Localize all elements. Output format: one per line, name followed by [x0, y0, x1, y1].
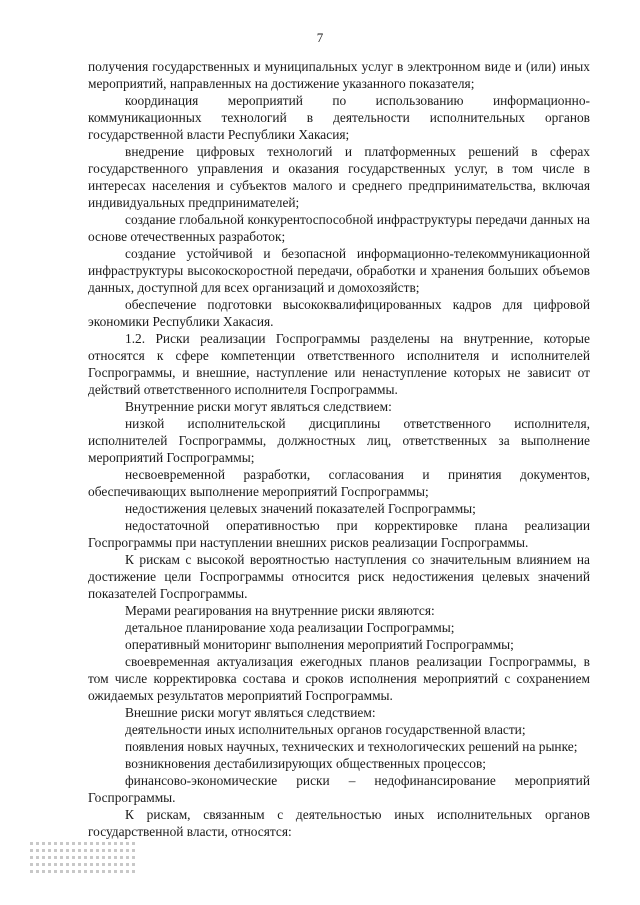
paragraph: координация мероприятий по использованию информационно-коммуникационных технологий в деятельности исполнительных органов государственной власти Республики Хакасия;	[88, 93, 590, 142]
paragraph: появления новых научных, технических и технологических решений на рынке;	[125, 739, 578, 754]
paragraph: создание устойчивой и безопасной информационно-телекоммуникационной инфраструктуры высокоскоростной передачи, обработки и хранения больших объемов данных, доступной для всех организаций и домохозяйств;	[88, 246, 590, 295]
paragraph: К рискам с высокой вероятностью наступления со значительным влиянием на достижение цели Госпрограммы относится риск недостижения целевых значений показателей Госпрограммы.	[88, 552, 590, 601]
paragraph: Мерами реагирования на внутренние риски являются:	[125, 603, 435, 618]
paragraph: внедрение цифровых технологий и платформенных решений в сферах государственного управления и оказания государственных услуг, в том числе в интересах населения и субъектов малого и среднего предпринимательства, включая индивидуальных предпринимателей;	[88, 144, 590, 210]
document-body	[88, 58, 590, 840]
paragraph: детальное планирование хода реализации Госпрограммы;	[125, 620, 455, 635]
paragraph: недостаточной оперативностью при корректировке плана реализации Госпрограммы при наступлении внешних рисков реализации Госпрограммы.	[88, 518, 590, 550]
paragraph: обеспечение подготовки высококвалифицированных кадров для цифровой экономики Республики Хакасия.	[88, 297, 590, 329]
paragraph: оперативный мониторинг выполнения мероприятий Госпрограммы;	[125, 637, 514, 652]
paragraph: К рискам, связанным с деятельностью иных исполнительных органов государственной власти, относятся:	[88, 807, 590, 839]
page-number: 7	[316, 30, 324, 45]
paragraph: своевременная актуализация ежегодных планов реализации Госпрограммы, в том числе корректировка состава и сроков исполнения мероприятий с сохранением ожидаемых результатов мероприятий Госпрограммы.	[88, 654, 590, 703]
paragraph: Внутренние риски могут являться следствием:	[125, 399, 392, 414]
paragraph: низкой исполнительской дисциплины ответственного исполнителя, исполнителей Госпрограммы, должностных лиц, ответственных за выполнение мероприятий Госпрограммы;	[88, 416, 590, 465]
paragraph: недостижения целевых значений показателей Госпрограммы;	[125, 501, 476, 516]
paragraph: деятельности иных исполнительных органов государственной власти;	[125, 722, 526, 737]
paragraph: получения государственных и муниципальных услуг в электронном виде и (или) иных мероприятий, направленных на достижение указанного показателя;	[88, 59, 590, 91]
paragraph: Внешние риски могут являться следствием:	[125, 705, 376, 720]
paragraph: возникновения дестабилизирующих общественных процессов;	[125, 756, 487, 771]
paragraph: финансово-экономические риски – недофинансирование мероприятий Госпрограммы.	[88, 773, 590, 805]
section-paragraph: 1.2. Риски реализации Госпрограммы разделены на внутренние, которые относятся к сфере компетенции ответственного исполнителя и исполнителей Госпрограммы, и внешние, наступление или ненаступление которых не зависит от действий ответственного исполнителя Госпрограммы.	[88, 331, 590, 397]
paragraph: создание глобальной конкурентоспособной инфраструктуры передачи данных на основе отечественных разработок;	[88, 212, 590, 244]
faint-stamp-mark	[30, 838, 138, 884]
paragraph: несвоевременной разработки, согласования и принятия документов, обеспечивающих выполнение мероприятий Госпрограммы;	[88, 467, 590, 499]
